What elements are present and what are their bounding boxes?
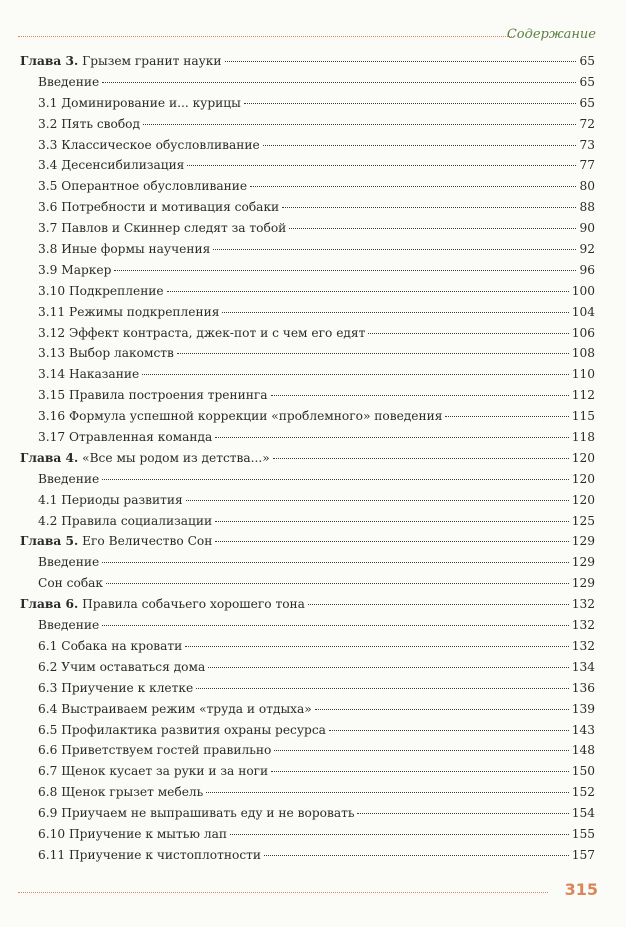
- toc-section-row: [20, 765, 595, 786]
- toc-entry-text: 4.1 Периоды развития: [38, 492, 183, 507]
- dot-leader: [271, 771, 569, 772]
- dot-leader: [215, 437, 568, 438]
- toc-page-number: 139: [571, 701, 595, 716]
- dot-leader: [445, 416, 568, 417]
- toc-section-row: [20, 577, 595, 598]
- header-rule: [18, 36, 514, 37]
- toc-entry-title: [38, 159, 184, 171]
- toc-entry-title: [38, 97, 241, 109]
- dot-leader: [282, 207, 576, 208]
- toc-entry-title: [38, 285, 164, 297]
- toc-entry-text: 3.11 Режимы подкрепления: [38, 304, 220, 319]
- toc-page-number: 143: [571, 722, 595, 737]
- toc-page-number: 120: [571, 492, 595, 507]
- toc-page-number: 88: [579, 200, 595, 215]
- toc-section-row: [20, 682, 595, 703]
- dot-leader: [250, 186, 576, 187]
- toc-section-row: [20, 410, 595, 431]
- toc-entry-text: 6.4 Выстраиваем режим «труда и отдыха»: [38, 701, 312, 716]
- footer-rule: [18, 892, 548, 893]
- toc-entry-text: Его Величество Сон: [78, 534, 213, 549]
- toc-entry-title: [38, 306, 219, 318]
- dot-leader: [230, 834, 569, 835]
- toc-entry-title: [38, 264, 111, 276]
- toc-page-number: 104: [571, 304, 595, 319]
- toc-entry-title: [38, 368, 139, 380]
- toc-entry-text: 3.7 Павлов и Скиннер следят за тобой: [38, 221, 287, 236]
- dot-leader: [213, 249, 576, 250]
- toc-entry-text: 6.6 Приветствуем гостей правильно: [38, 743, 272, 758]
- toc-entry-title: [38, 494, 183, 506]
- dot-leader: [102, 82, 576, 83]
- toc-section-row: [20, 139, 595, 160]
- toc-entry-title: [38, 243, 210, 255]
- toc-entry-text: 3.4 Десенсибилизация: [38, 158, 185, 173]
- dot-leader: [208, 667, 568, 668]
- dot-leader: [263, 145, 577, 146]
- toc-section-row: [20, 327, 595, 348]
- toc-entry-title: [38, 682, 193, 694]
- toc-entry-title: [38, 222, 286, 234]
- toc-page-number: 150: [571, 764, 595, 779]
- toc-page-number: 115: [571, 409, 595, 424]
- dot-leader: [225, 61, 577, 62]
- dot-leader: [215, 521, 569, 522]
- toc-page-number: 120: [571, 471, 595, 486]
- toc-entry-text: 3.12 Эффект контраста, джек-пот и с чем его едят: [38, 325, 366, 340]
- toc-entry-title: [38, 661, 205, 673]
- dot-leader: [329, 730, 569, 731]
- toc-entry-text: 3.6 Потребности и мотивация собаки: [38, 200, 280, 215]
- toc-entry-title: [38, 410, 442, 422]
- toc-section-row: [20, 76, 595, 97]
- toc-section-row: [20, 640, 595, 661]
- dot-leader: [186, 500, 569, 501]
- toc-entry-title: [20, 452, 270, 464]
- toc-entry-title: [38, 640, 182, 652]
- toc-entry-title: [38, 201, 279, 213]
- toc-section-row: [20, 368, 595, 389]
- toc-entry-title: [20, 598, 305, 610]
- toc-section-row: [20, 807, 595, 828]
- toc-section-row: [20, 661, 595, 682]
- toc-entry-text: 6.8 Щенок грызет мебель: [38, 785, 204, 800]
- toc-chapter-row: [20, 535, 595, 556]
- toc-entry-text: 6.9 Приучаем не выпрашивать еду и не воровать: [38, 806, 355, 821]
- toc-entry-text: Введение: [38, 618, 100, 633]
- toc-section-row: [20, 306, 595, 327]
- running-header-title: Содержание: [506, 27, 596, 42]
- toc-section-row: [20, 201, 595, 222]
- toc-entry-text: 6.3 Приучение к клетке: [38, 680, 194, 695]
- toc-entry-title: [38, 786, 203, 798]
- toc-page-number: 154: [571, 806, 595, 821]
- toc-entry-text: 3.16 Формула успешной коррекции «проблемного» поведения: [38, 409, 443, 424]
- toc-entry-text: 6.1 Собака на кровати: [38, 638, 183, 653]
- toc-section-row: [20, 494, 595, 515]
- toc-chapter-row: [20, 55, 595, 76]
- dot-leader: [102, 479, 569, 480]
- dot-leader: [185, 646, 568, 647]
- toc-entry-text: 6.10 Приучение к мытью лап: [38, 826, 228, 841]
- toc-entry-title: [38, 515, 212, 527]
- dot-leader: [244, 103, 577, 104]
- toc-entry-title: [38, 744, 271, 756]
- toc-section-row: [20, 159, 595, 180]
- toc-entry-text: 6.11 Приучение к чистоплотности: [38, 847, 262, 862]
- toc-section-row: [20, 744, 595, 765]
- toc-page-number: 148: [571, 743, 595, 758]
- dot-leader: [196, 688, 569, 689]
- dot-leader: [308, 604, 569, 605]
- toc-page-number: 132: [571, 638, 595, 653]
- dot-leader: [222, 312, 568, 313]
- toc-chapter-row: [20, 598, 595, 619]
- toc-page-number: 65: [579, 54, 595, 68]
- toc-entry-text: 3.17 Отравленная команда: [38, 430, 213, 445]
- toc-page-number: 132: [571, 618, 595, 633]
- toc-section-row: [20, 264, 595, 285]
- toc-page-number: 96: [579, 262, 595, 277]
- toc-entry-text: 6.2 Учим оставаться дома: [38, 659, 206, 674]
- toc-page-number: 65: [579, 74, 595, 89]
- toc-entry-title: [38, 619, 99, 631]
- toc-section-row: [20, 431, 595, 452]
- toc-page-number: 129: [571, 555, 595, 570]
- toc-entry-title: [38, 180, 247, 192]
- toc-chapter-number: Глава 6.: [20, 597, 79, 612]
- dot-leader: [368, 333, 568, 334]
- toc-entry-title: [38, 556, 99, 568]
- toc-entry-text: 4.2 Правила социализации: [38, 513, 213, 528]
- page-number: 315: [564, 880, 598, 899]
- toc-section-row: [20, 515, 595, 536]
- dot-leader: [187, 165, 576, 166]
- toc-section-row: [20, 222, 595, 243]
- toc-entry-text: 3.5 Оперантное обусловливание: [38, 179, 248, 194]
- dot-leader: [167, 291, 569, 292]
- toc-section-row: [20, 786, 595, 807]
- toc-entry-title: [38, 118, 140, 130]
- toc-page-number: 155: [571, 826, 595, 841]
- toc-entry-title: [38, 76, 99, 88]
- toc-section-row: [20, 473, 595, 494]
- toc-entry-title: [20, 535, 212, 547]
- toc-entry-title: [38, 327, 365, 339]
- dot-leader: [106, 583, 569, 584]
- toc-entry-text: «Все мы родом из детства...»: [78, 450, 270, 465]
- toc-entry-title: [38, 139, 260, 151]
- toc-entry-title: [38, 431, 212, 443]
- toc-entry-title: [38, 389, 268, 401]
- dot-leader: [114, 270, 576, 271]
- toc-section-row: [20, 828, 595, 849]
- toc-section-row: [20, 389, 595, 410]
- toc-page-number: 134: [571, 659, 595, 674]
- toc-entry-title: [38, 347, 174, 359]
- toc-page-number: 77: [579, 158, 595, 173]
- toc-entry-title: [38, 765, 268, 777]
- toc-page-number: 136: [571, 680, 595, 695]
- table-of-contents: [20, 55, 595, 870]
- toc-section-row: [20, 97, 595, 118]
- toc-section-row: [20, 556, 595, 577]
- toc-page-number: 152: [571, 785, 595, 800]
- toc-entry-text: 6.5 Профилактика развития охраны ресурса: [38, 722, 326, 737]
- toc-page-number: 65: [579, 95, 595, 110]
- toc-entry-title: [38, 828, 227, 840]
- toc-section-row: [20, 243, 595, 264]
- toc-page-number: 120: [571, 450, 595, 465]
- toc-entry-text: 3.14 Наказание: [38, 367, 140, 382]
- toc-page-number: 112: [571, 388, 595, 403]
- toc-section-row: [20, 724, 595, 745]
- toc-entry-text: 6.7 Щенок кусает за руки и за ноги: [38, 764, 269, 779]
- toc-page-number: 129: [571, 576, 595, 591]
- dot-leader: [102, 562, 569, 563]
- toc-page-number: 157: [571, 847, 595, 862]
- toc-entry-title: [38, 724, 326, 736]
- toc-section-row: [20, 703, 595, 724]
- toc-chapter-number: Глава 3.: [20, 54, 79, 68]
- toc-entry-text: 3.10 Подкрепление: [38, 283, 164, 298]
- toc-entry-title: [20, 55, 222, 67]
- toc-page-number: 132: [571, 597, 595, 612]
- toc-entry-title: [38, 849, 261, 861]
- dot-leader: [215, 541, 568, 542]
- toc-page-number: 92: [579, 242, 595, 257]
- dot-leader: [206, 792, 568, 793]
- toc-section-row: [20, 347, 595, 368]
- dot-leader: [273, 458, 569, 459]
- dot-leader: [357, 813, 568, 814]
- toc-entry-text: Введение: [38, 555, 100, 570]
- toc-entry-title: [38, 577, 103, 589]
- toc-page-number: 110: [571, 367, 595, 382]
- toc-entry-text: 3.2 Пять свобод: [38, 116, 141, 131]
- dot-leader: [274, 750, 568, 751]
- toc-page-number: 106: [571, 325, 595, 340]
- toc-entry-title: [38, 473, 99, 485]
- toc-entry-text: Введение: [38, 74, 100, 89]
- dot-leader: [177, 353, 569, 354]
- toc-entry-text: 3.3 Классическое обусловливание: [38, 137, 260, 152]
- dot-leader: [142, 374, 569, 375]
- toc-entry-text: 3.8 Иные формы научения: [38, 242, 211, 257]
- toc-chapter-number: Глава 5.: [20, 534, 79, 549]
- toc-page-number: 118: [571, 430, 595, 445]
- toc-section-row: [20, 118, 595, 139]
- toc-entry-text: Правила собачьего хорошего тона: [78, 597, 305, 612]
- toc-page-number: 72: [579, 116, 595, 131]
- toc-entry-text: 3.13 Выбор лакомств: [38, 346, 174, 361]
- toc-page-number: 90: [579, 221, 595, 236]
- toc-entry-text: 3.9 Маркер: [38, 262, 112, 277]
- dot-leader: [264, 855, 569, 856]
- toc-section-row: [20, 849, 595, 870]
- toc-section-row: [20, 619, 595, 640]
- dot-leader: [315, 709, 569, 710]
- toc-page-number: 100: [571, 283, 595, 298]
- toc-entry-text: 3.1 Доминирование и... курицы: [38, 95, 241, 110]
- toc-page-number: 125: [571, 513, 595, 528]
- toc-entry-text: Введение: [38, 471, 100, 486]
- toc-entry-title: [38, 703, 312, 715]
- dot-leader: [102, 625, 569, 626]
- toc-entry-text: Сон собак: [38, 576, 104, 591]
- toc-entry-title: [38, 807, 354, 819]
- toc-entry-text: 3.15 Правила построения тренинга: [38, 388, 268, 403]
- toc-chapter-number: Глава 4.: [20, 450, 79, 465]
- toc-page-number: 129: [571, 534, 595, 549]
- toc-page-number: 108: [571, 346, 595, 361]
- toc-section-row: [20, 285, 595, 306]
- toc-chapter-row: [20, 452, 595, 473]
- toc-section-row: [20, 180, 595, 201]
- toc-page-number: 73: [579, 137, 595, 152]
- toc-entry-text: Грызем гранит науки: [78, 54, 222, 68]
- dot-leader: [271, 395, 569, 396]
- toc-page-number: 80: [579, 179, 595, 194]
- dot-leader: [289, 228, 576, 229]
- dot-leader: [143, 124, 576, 125]
